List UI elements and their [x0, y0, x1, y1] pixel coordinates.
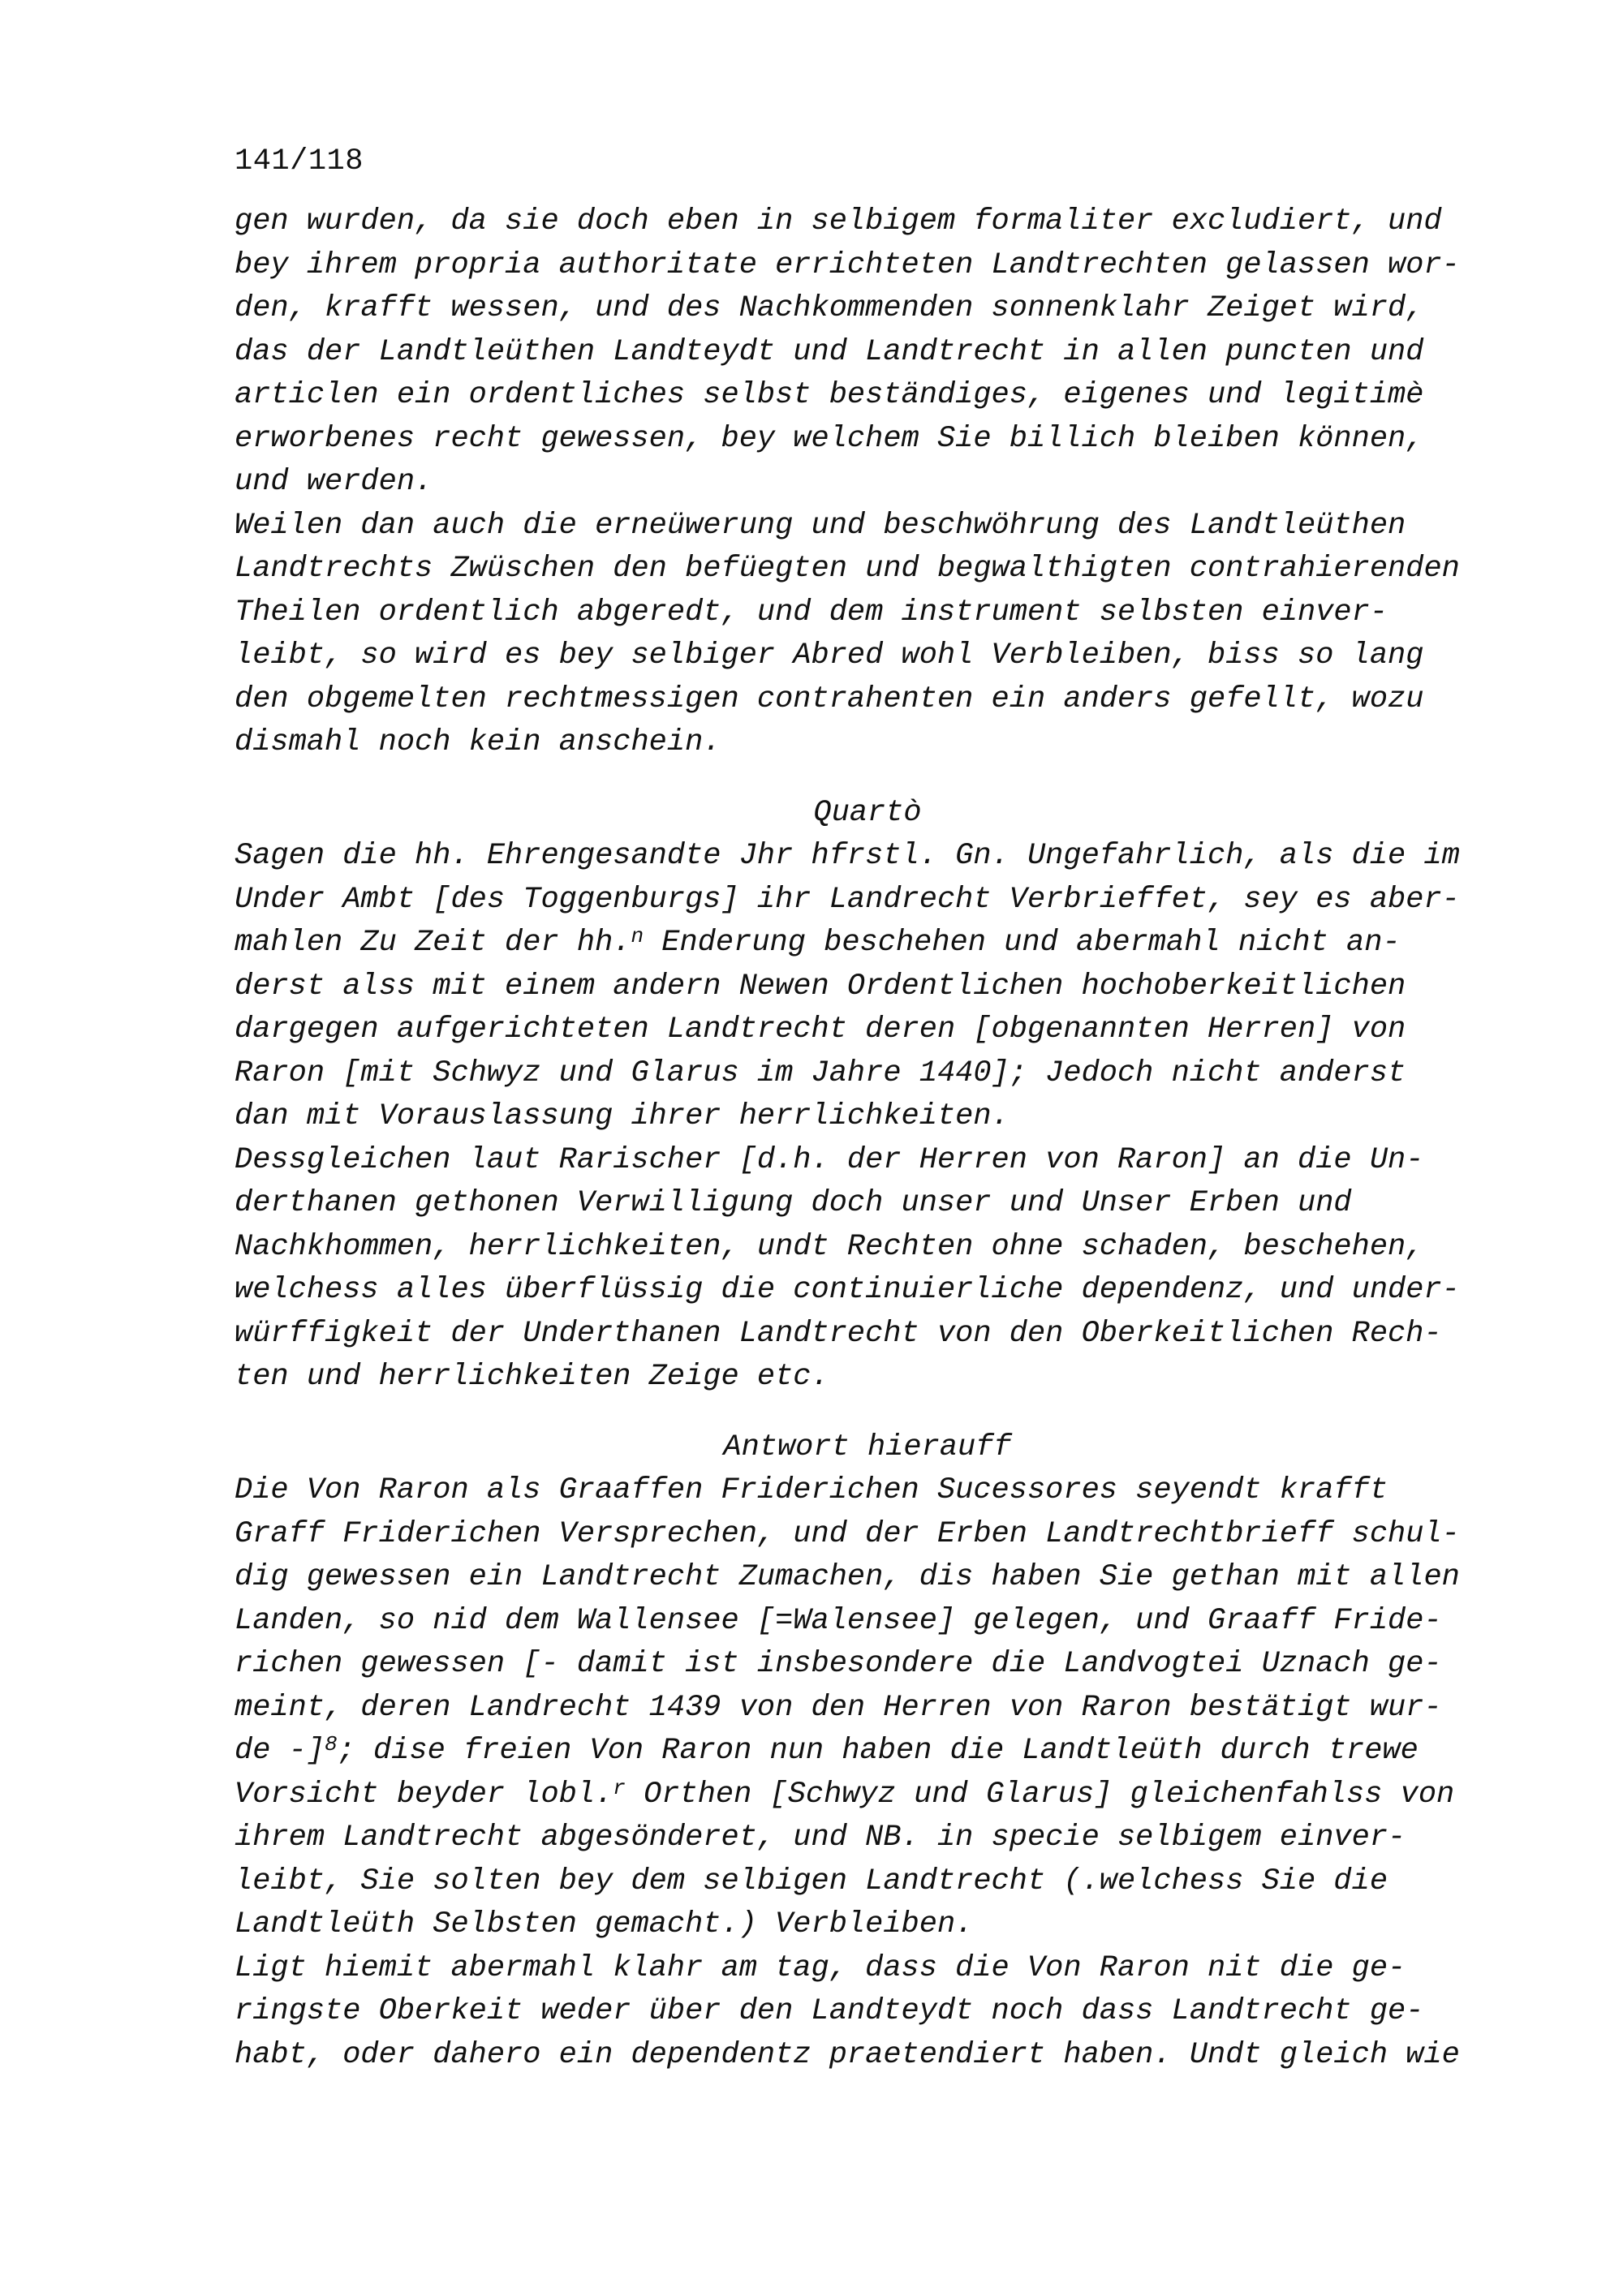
text-segment: de -] [235, 1734, 325, 1768]
text-line: articlen ein ordentliches selbst beständiges, eigenes und legitimè [235, 378, 1424, 412]
text-line: richen gewessen [- damit ist insbesondere die Landvogtei Uznach ge- [235, 1647, 1442, 1681]
paragraph-2 [235, 505, 1500, 765]
paragraph-4 [235, 1139, 1500, 1400]
text-line: Landen, so nid dem Wallensee [=Walensee] gelegen, und Graaff Fride- [235, 1603, 1442, 1638]
text-line: Dessgleichen laut Rarischer [d.h. der Herren von Raron] an die Un- [235, 1142, 1424, 1177]
paragraph-6 [235, 1947, 1500, 2078]
section-heading-quarto: Quartò [813, 795, 922, 830]
text-line: ringste Oberkeit weder über den Landteydt noch dass Landtrecht ge- [235, 1994, 1424, 2028]
text-line: dargegen aufgerichteten Landtrecht deren [obgenannten Herren] von [235, 1013, 1406, 1047]
text-segment: mahlen Zu Zeit der hh. [235, 926, 631, 960]
text-line: Landtleüth Selbsten gemacht.) Verbleiben. [235, 1907, 974, 1941]
superscript: n [631, 924, 644, 948]
text-segment: Orthen [Schwyz und Glarus] gleichenfahlss von [625, 1777, 1455, 1812]
text-line: den obgemelten rechtmessigen contrahenten ein anders gefellt, wozu [235, 681, 1424, 716]
text-line: leibt, Sie solten bey dem selbigen Landtrecht (.welchess Sie die [235, 1864, 1388, 1898]
text-line: gen wurden, da sie doch eben in selbigem formaliter excludiert, und [235, 204, 1442, 239]
text-line: Ligt hiemit abermahl klahr am tag, dass die Von Raron nit die ge- [235, 1950, 1406, 1985]
text-segment: Vorsicht beyder lobl. [235, 1777, 613, 1812]
text-line: erworbenes recht gewessen, bey welchem Sie billich bleiben können, [235, 421, 1424, 456]
text-line: dismahl noch kein anschein. [235, 725, 721, 759]
text-segment: ; dise freien Von Raron nun haben die Landtleüth durch trewe [337, 1734, 1419, 1768]
paragraph-5 [235, 1469, 1500, 1947]
paragraph-3 [235, 835, 1500, 1139]
text-line: Weilen dan auch die erneüwerung und beschwöhrung des Landtleüthen [235, 508, 1406, 543]
document-body [235, 200, 1500, 2077]
footnote-marker: 8 [325, 1732, 338, 1756]
text-line: bey ihrem propria authoritate errichteten Landtrechten gelassen wor- [235, 247, 1460, 282]
section-heading-antwort: Antwort hierauff [723, 1430, 1012, 1464]
text-line: Theilen ordentlich abgeredt, und dem instrument selbsten einver- [235, 595, 1388, 630]
text-line [235, 1774, 1500, 1817]
text-line: dan mit Vorauslassung ihrer herrlichkeiten. [235, 1099, 1010, 1133]
paragraph-1 [235, 200, 1500, 505]
text-line: ten und herrlichkeiten Zeige etc. [235, 1360, 829, 1394]
text-line: Sagen die hh. Ehrengesandte Jhr hfrstl. Gn. Ungefahrlich, als die im [235, 839, 1460, 873]
text-line: Graff Friderichen Versprechen, und der Erben Landtrechtbrieff schul- [235, 1516, 1460, 1551]
text-line: ihrem Landtrecht abgesönderet, und NB. in specie selbigem einver- [235, 1821, 1406, 1855]
section-gap [235, 1400, 1500, 1426]
text-line: den, krafft wessen, und des Nachkommenden sonnenklahr Zeiget wird, [235, 291, 1424, 325]
text-line: Nachkhommen, herrlichkeiten, undt Rechten ohne schaden, beschehen, [235, 1229, 1424, 1264]
text-line: derthanen gethonen Verwilligung doch unser und Unser Erben und [235, 1186, 1352, 1220]
text-line: Raron [mit Schwyz und Glarus im Jahre 1440]; Jedoch nicht anderst [235, 1056, 1406, 1090]
text-line: welchess alles überflüssig die continuierliche dependenz, und under- [235, 1273, 1460, 1307]
text-line: derst alss mit einem andern Newen Ordentlichen hochoberkeitlichen [235, 969, 1406, 1004]
text-line [235, 922, 1500, 965]
text-line [235, 1730, 1500, 1774]
text-line: Die Von Raron als Graaffen Friderichen Sucessores seyendt krafft [235, 1473, 1388, 1507]
text-segment: Enderung beschehen und abermahl nicht an- [644, 926, 1401, 960]
text-line: habt, oder dahero ein dependentz praetendiert haben. Undt gleich wie [235, 2037, 1460, 2072]
text-line: leibt, so wird es bey selbiger Abred wohl Verbleiben, biss so lang [235, 638, 1424, 673]
text-line: dig gewessen ein Landtrecht Zumachen, dis haben Sie gethan mit allen [235, 1560, 1460, 1594]
page-number: 141/118 [235, 144, 364, 178]
text-line: Landtrechts Zwüschen den befüegten und begwalthigten contrahierenden [235, 552, 1460, 586]
text-line: Under Ambt [des Toggenburgs] ihr Landrecht Verbrieffet, sey es aber- [235, 882, 1460, 917]
superscript: r [613, 1775, 626, 1800]
text-line: das der Landtleüthen Landteydt und Landtrecht in allen puncten und [235, 334, 1424, 369]
text-line: würffigkeit der Underthanen Landtrecht von den Oberkeitlichen Rech- [235, 1316, 1442, 1351]
text-line: meint, deren Landrecht 1439 von den Herren von Raron bestätigt wur- [235, 1690, 1442, 1725]
section-gap [235, 765, 1500, 792]
text-line: und werden. [235, 465, 433, 499]
